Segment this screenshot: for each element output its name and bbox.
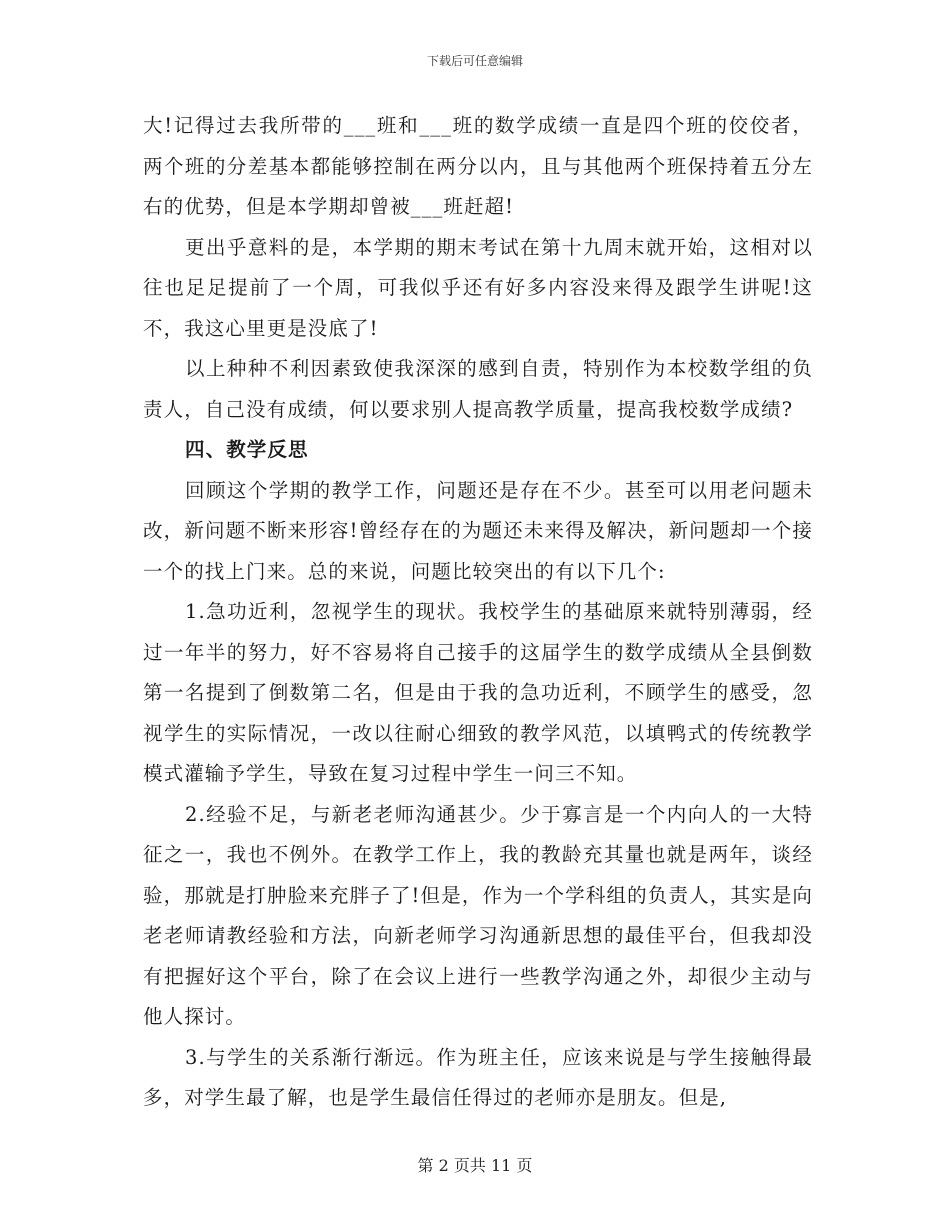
- paragraph-reflection-intro: 回顾这个学期的教学工作，问题还是存在不少。甚至可以用老问题未改，新问题不断来形容!曾经存在的为题还未来得及解决，新问题却一个接一个的找上门来。总的来说，问题比较突出的有以下几个:: [143, 478, 813, 583]
- paragraph-continuation: 大!记得过去我所带的___班和___班的数学成绩一直是四个班的佼佼者，两个班的分差基本都能够控制在两分以内，且与其他两个班保持着五分左右的优势，但是本学期却曾被___班赶超!: [143, 114, 813, 218]
- section-heading-teaching-reflection: 四、教学反思: [185, 438, 309, 461]
- document-body: [143, 106, 813, 1119]
- paragraph-issue-1: 1.急功近利，忽视学生的现状。我校学生的基础原来就特别薄弱，经过一年半的努力，好不容易将自己接手的这届学生的数学成绩从全县倒数第一名提到了倒数第二名，但是由于我的急功近利，不顾学生的感受，忽视学生的实际情况，一改以往耐心细致的教学风范，以填鸭式的传统教学模式灌输予学生，导致在复习过程中学生一问三不知。: [143, 600, 813, 785]
- paragraph-self-blame: 以上种种不利因素致使我深深的感到自责，特别作为本校数学组的负责人，自己没有成绩，何以要求别人提高教学质量，提高我校数学成绩?: [143, 357, 813, 421]
- paragraph-issue-2: 2.经验不足，与新老老师沟通甚少。少于寡言是一个内向人的一大特征之一，我也不例外。在教学工作上，我的教龄充其量也就是两年，谈经验，那就是打肿脸来充胖子了!但是，作为一个学科组的负责人，其实是向老老师请教经验和方法，向新老师学习沟通新思想的最佳平台，但我却没有把握好这个平台，除了在会议上进行一些教学沟通之外，却很少主动与他人探讨。: [143, 802, 813, 1028]
- paragraph-exam-schedule: 更出乎意料的是，本学期的期末考试在第十九周末就开始，这相对以往也足足提前了一个周，可我似乎还有好多内容没来得及跟学生讲呢!这不，我这心里更是没底了!: [143, 235, 813, 340]
- page-header: 下载后可任意编辑: [426, 54, 523, 68]
- paragraph-issue-3: 3.与学生的关系渐行渐远。作为班主任，应该来说是与学生接触得最多，对学生最了解，也是学生最信任得过的老师亦是朋友。但是,: [143, 1045, 813, 1109]
- page-footer-page-number: 第 2 页共 11 页: [417, 1156, 533, 1175]
